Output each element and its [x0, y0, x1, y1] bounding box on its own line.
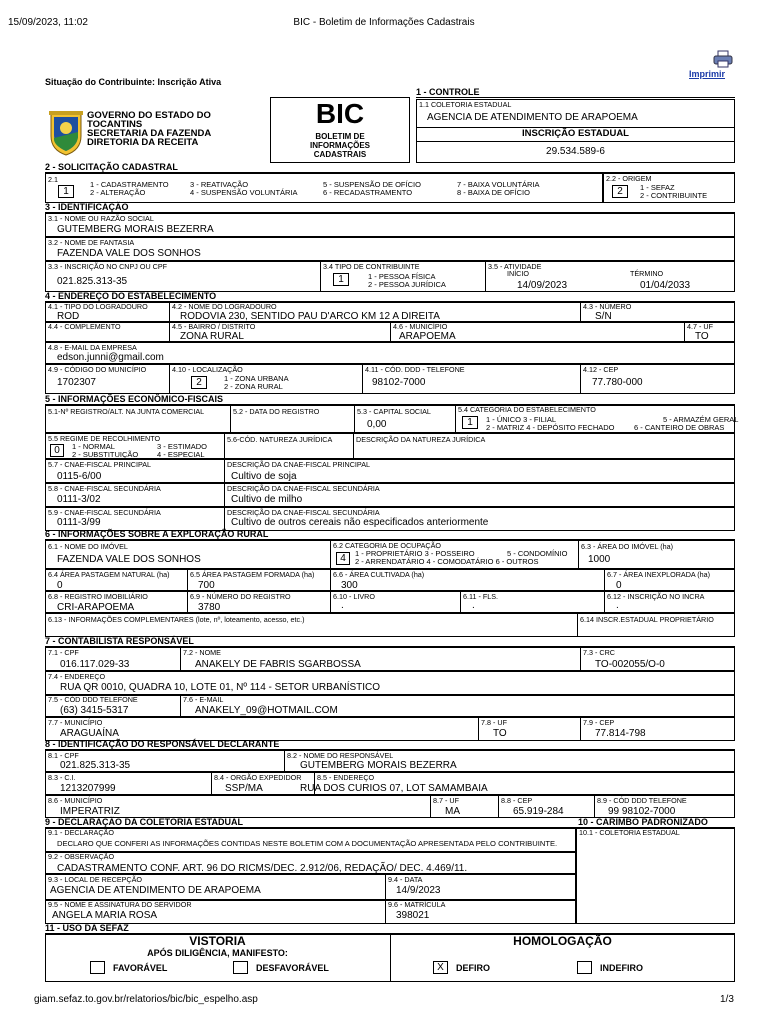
contabilista-telefone: (63) 3415-5317 — [60, 705, 129, 716]
field-7-9-label: 7.9 - CEP — [583, 718, 615, 727]
field-6-3-label: 6.3 - ÁREA DO IMÓVEL (ha) — [581, 542, 674, 551]
field-3-3-label: 3.3 - INSCRIÇÃO NO CNPJ OU CPF — [48, 262, 168, 271]
contabilista-crc: TO-002055/O-0 — [595, 659, 665, 670]
field-4-7-label: 4.7 - UF — [687, 322, 713, 331]
opt-2-7: 7 - BAIXA VOLUNTÁRIA — [457, 180, 540, 189]
field-4-4-label: 4.4 - COMPLEMENTO — [48, 322, 121, 331]
print-page: 1/3 — [720, 994, 734, 1005]
observacao: CADASTRAMENTO CONF. ART. 96 DO RICMS/DEC. 2.912/06, REDAÇÃO/ DEC. 4.469/11. — [57, 863, 468, 874]
printer-icon[interactable] — [713, 50, 733, 68]
field-7-3-label: 7.3 - CRC — [583, 648, 615, 657]
opt-2-2: 2 - ALTERAÇÃO — [90, 188, 146, 197]
contabilista-cpf: 016.117.029-33 — [60, 659, 130, 670]
opt-ocup-1: 1 - PROPRIETÁRIO 3 - POSSEIRO — [355, 549, 475, 558]
section-5-title: 5 - INFORMAÇÕES ECONÔMICO-FISCAIS — [45, 395, 735, 405]
opt-loc-2: 2 - ZONA RURAL — [224, 382, 283, 391]
homologacao-title: HOMOLOGAÇÃO — [513, 934, 612, 948]
capital-social: 0,00 — [367, 419, 387, 430]
field-5-7-label: 5.7 - CNAE-FISCAL PRINCIPAL — [48, 460, 152, 469]
field-4-11-label: 4.11 - CÓD. DDD - TELEFONE — [365, 365, 465, 374]
field-6-6-label: 6.6 - ÁREA CULTIVADA (ha) — [333, 570, 425, 579]
section-2-title: 2 - SOLICITAÇÃO CADASTRAL — [45, 163, 735, 173]
declarante-endereco: RUA DOS CURIOS 07, LOT SAMAMBAIA — [300, 783, 488, 794]
field-9-3-label: 9.3 - LOCAL DE RECEPÇÃO — [48, 875, 142, 884]
field-7-8-label: 7.8 - UF — [481, 718, 507, 727]
field-9-5-label: 9.5 - NOME E ASSINATURA DO SERVIDOR — [48, 900, 192, 909]
email-empresa: edson.junni@gmail.com — [57, 352, 164, 363]
opt-2-3: 3 - REATIVAÇÃO — [190, 180, 249, 189]
indefiro-checkbox[interactable] — [577, 961, 592, 974]
field-4-2-label: 4.2 - NOME DO LOGRADOURO — [172, 302, 277, 311]
section-9-title: 9 - DECLARAÇÃO DA COLETORIA ESTADUAL — [45, 817, 243, 827]
gov-line-4: DIRETORIA DA RECEITA — [87, 137, 199, 148]
controle-title: 1 - CONTROLE — [416, 87, 480, 97]
field-5-4-label: 5.4 CATEGORIA DO ESTABELECIMENTO — [458, 405, 596, 414]
cnae-secundaria-1-desc: Cultivo de milho — [231, 494, 303, 505]
opt-ocup-2: 2 - ARRENDATÁRIO 4 - COMODATÁRIO 6 - OUTROS — [355, 557, 539, 566]
tocantins-coat-of-arms-icon — [48, 110, 84, 156]
section-11-title: 11 - USO DA SEFAZ — [45, 924, 735, 934]
print-url: giam.sefaz.to.gov.br/relatorios/bic/bic_espelho.asp — [34, 994, 258, 1005]
print-datetime: 15/09/2023, 11:02 — [8, 17, 88, 28]
area-imovel: 1000 — [588, 554, 611, 565]
local-recepcao: AGENCIA DE ATENDIMENTO DE ARAPOEMA — [50, 885, 261, 896]
nome-logradouro: RODOVIA 230, SENTIDO PAU D'ARCO KM 12 A DIREITA — [180, 311, 440, 322]
field-6-4-label: 6.4 ÁREA PASTAGEM NATURAL (ha) — [48, 570, 170, 579]
servidor-nome: ANGELA MARIA ROSA — [52, 910, 158, 921]
field-7-6-label: 7.6 - E-MAIL — [183, 695, 224, 704]
opt-tipo-2: 2 - PESSOA JURÍDICA — [368, 280, 446, 289]
tipo-contribuinte-code: 1 — [333, 273, 349, 286]
opt-loc-1: 1 - ZONA URBANA — [224, 374, 289, 383]
cnae-secundaria-2-desc: Cultivo de outros cereais não especificados anteriormente — [231, 517, 489, 528]
field-4-3-label: 4.3 - NÚMERO — [583, 302, 632, 311]
field-3-4-label: 3.4 TIPO DE CONTRIBUINTE — [323, 262, 420, 271]
field-6-8-label: 6.8 - REGISTRO IMOBILIÁRIO — [48, 592, 148, 601]
apos-diligencia-text: APÓS DILIGÊNCIA, MANIFESTO: — [147, 948, 288, 958]
opt-cat-2: 2 - MATRIZ 4 - DEPÓSITO FECHADO — [486, 423, 615, 432]
field-7-5-label: 7.5 - CÓD DDD TELEFONE — [48, 695, 138, 704]
field-6-12-label: 6.12 - INSCRIÇÃO NO INCRA — [607, 592, 705, 601]
field-8-1-label: 8.1 - CPF — [48, 751, 79, 760]
declarante-telefone: 99 98102-7000 — [608, 806, 676, 817]
field-4-8-label: 4.8 - E-MAIL DA EMPRESA — [48, 343, 137, 352]
defiro-label: DEFIRO — [456, 963, 491, 973]
opt-2-4: 4 - SUSPENSÃO VOLUNTÁRIA — [190, 188, 298, 197]
opt-reg-3: 3 - ESTIMADO — [157, 442, 208, 451]
inscricao-incra: . — [616, 600, 619, 611]
declarante-cpf: 021.825.313-35 — [60, 760, 131, 771]
opt-reg-2: 2 - SUBSTITUIÇÃO — [72, 450, 139, 459]
field-6-13-label: 6.13 - INFORMAÇÕES COMPLEMENTARES (lote, nº, loteamento, acesso, etc.) — [48, 615, 305, 624]
field-8-6-label: 8.6 - MUNICÍPIO — [48, 796, 103, 805]
field-5-7-desc-label: DESCRIÇÃO DA CNAE-FISCAL PRINCIPAL — [227, 460, 370, 469]
cnae-secundaria-1: 0111-3/02 — [57, 494, 101, 505]
gov-line-3: SECRETARIA DA FAZENDA — [87, 128, 212, 139]
desfavoravel-checkbox[interactable] — [233, 961, 248, 974]
field-5-8-desc-label: DESCRIÇÃO DA CNAE-FISCAL SECUNDÁRIA — [227, 484, 380, 493]
field-3-2-label: 3.2 - NOME DE FANTASIA — [48, 238, 135, 247]
field-6-11-label: 6.11 - FLS. — [463, 592, 499, 601]
contabilista-endereco: RUA QR 0010, QUADRA 10, LOTE 01, Nº 114 - SETOR URBANÍSTICO — [60, 682, 381, 693]
indefiro-label: INDEFIRO — [600, 963, 644, 973]
coletoria-label: 1.1 COLETORIA ESTADUAL — [419, 100, 512, 109]
atividade-termino: 01/04/2033 — [640, 280, 691, 291]
field-4-10-label: 4.10 - LOCALIZAÇÃO — [172, 365, 243, 374]
livro: . — [341, 600, 344, 611]
coletoria-value: AGENCIA DE ATENDIMENTO DE ARAPOEMA — [427, 112, 638, 123]
opt-reg-4: 4 - ESPECIAL — [157, 450, 205, 459]
field-6-1-label: 6.1 - NOME DO IMÓVEL — [48, 542, 128, 551]
registro-imobiliario: CRI-ARAPOEMA — [57, 602, 135, 613]
opt-cat-1: 1 - ÚNICO 3 - FILIAL — [486, 415, 557, 424]
municipio: ARAPOEMA — [399, 331, 456, 342]
regime-code: 0 — [50, 444, 64, 457]
atividade-inicio: 14/09/2023 — [517, 280, 568, 291]
field-5-9-desc-label: DESCRIÇÃO DA CNAE-FISCAL SECUNDÁRIA — [227, 508, 380, 517]
field-5-5-label: 5.5 REGIME DE RECOLHIMENTO — [48, 434, 161, 443]
declarante-uf: MA — [445, 806, 460, 817]
opt-2-6: 6 - RECADASTRAMENTO — [323, 188, 413, 197]
defiro-checkbox[interactable]: X — [433, 961, 448, 974]
contabilista-email: ANAKELY_09@HOTMAIL.COM — [195, 705, 338, 716]
bairro: ZONA RURAL — [180, 331, 244, 342]
telefone: 98102-7000 — [372, 377, 426, 388]
field-8-8-label: 8.8 - CEP — [501, 796, 533, 805]
termino-label: TÉRMINO — [630, 269, 664, 278]
field-6-5-label: 6.5 ÁREA PASTAGEM FORMADA (ha) — [190, 570, 315, 579]
bic-sub-1: BOLETIM DE — [315, 132, 365, 141]
declarante-nome: GUTEMBERG MORAIS BEZERRA — [300, 760, 457, 771]
area-cultivada: 300 — [341, 580, 358, 591]
field-5-2-label: 5.2 - DATA DO REGISTRO — [233, 407, 320, 416]
categoria-estab-code: 1 — [462, 416, 478, 429]
field-5-6-label: 5.6-CÓD. NATUREZA JURÍDICA — [227, 435, 333, 444]
field-8-3-label: 8.3 - C.I. — [48, 773, 76, 782]
field-6-7-label: 6.7 - ÁREA INEXPLORADA (ha) — [607, 570, 711, 579]
origem-code: 2 — [612, 185, 628, 198]
localizacao-code: 2 — [191, 376, 207, 389]
declarante-orgao: SSP/MA — [225, 783, 263, 794]
tipo-logradouro: ROD — [57, 311, 80, 322]
cnpj-cpf: 021.825.313-35 — [57, 276, 128, 287]
desfavoravel-label: DESFAVORÁVEL — [256, 963, 329, 973]
favoravel-label: FAVORÁVEL — [113, 963, 168, 973]
matricula: 398021 — [396, 910, 430, 921]
field-4-1-label: 4.1 - TIPO DO LOGRADOURO — [48, 302, 148, 311]
field-2-2-label: 2.2 - ORIGEM — [606, 174, 652, 183]
field-7-7-label: 7.7 - MUNICÍPIO — [48, 718, 103, 727]
field-8-5-label: 8.5 - ENDEREÇO — [317, 773, 375, 782]
field-5-6-desc-label: DESCRIÇÃO DA NATUREZA JURÍDICA — [356, 435, 486, 444]
field-9-1-label: 9.1 - DECLARAÇÃO — [48, 828, 114, 837]
print-link[interactable]: Imprimir — [689, 69, 726, 79]
cnae-principal: 0115-6/00 — [57, 471, 102, 482]
area-inexplorada: 0 — [616, 580, 622, 591]
opt-2-1: 1 - CADASTRAMENTO — [90, 180, 169, 189]
field-3-1-label: 3.1 - NOME OU RAZÃO SOCIAL — [48, 214, 154, 223]
field-10-1-label: 10.1 - COLETORIA ESTADUAL — [579, 828, 680, 837]
opt-2-5: 5 - SUSPENSÃO DE OFÍCIO — [323, 180, 421, 189]
section-3-title: 3 - IDENTIFICAÇÃO — [45, 203, 735, 213]
opt-origem-2: 2 - CONTRIBUINTE — [640, 191, 708, 200]
field-7-2-label: 7.2 - NOME — [183, 648, 221, 657]
contabilista-nome: ANAKELY DE FABRIS SGARBOSSA — [195, 659, 361, 670]
bic-sub-3: CADASTRAIS — [313, 150, 367, 159]
declarante-cep: 65.919-284 — [513, 806, 564, 817]
field-5-9-label: 5.9 - CNAE-FISCAL SECUNDÁRIA — [48, 508, 161, 517]
field-6-14-label: 6.14 INSCR.ESTADUAL PROPRIETÁRIO — [580, 615, 714, 624]
gov-line-2: TOCANTINS — [87, 119, 143, 130]
section-10-title: 10 - CARIMBO PADRONIZADO — [578, 817, 708, 827]
field-2-1-label: 2.1 — [48, 175, 58, 184]
field-8-2-label: 8.2 - NOME DO RESPONSÁVEL — [287, 751, 394, 760]
numero: S/N — [595, 311, 612, 322]
solicitacao-code: 1 — [58, 185, 74, 198]
fls: . — [472, 600, 475, 611]
uf: TO — [695, 331, 709, 342]
codigo-municipio: 1702307 — [57, 377, 96, 388]
vistoria-title: VISTORIA — [189, 934, 246, 948]
declarante-ci: 1213207999 — [60, 783, 116, 794]
field-8-7-label: 8.7 - UF — [433, 796, 459, 805]
section-8-title: 8 - IDENTIFICAÇÃO DO RESPONSÁVEL DECLARANTE — [45, 740, 735, 750]
nome-imovel: FAZENDA VALE DOS SONHOS — [57, 554, 201, 565]
nome-fantasia: FAZENDA VALE DOS SONHOS — [57, 248, 201, 259]
inscricao-value: 29.534.589-6 — [546, 146, 605, 157]
field-6-9-label: 6.9 - NÚMERO DO REGISTRO — [190, 592, 291, 601]
opt-cat-4: 6 - CANTEIRO DE OBRAS — [634, 423, 725, 432]
nome-razao-social: GUTEMBERG MORAIS BEZERRA — [57, 224, 214, 235]
field-3-5-label: 3.5 - ATIVIDADE — [488, 262, 542, 271]
field-5-3-label: 5.3 - CAPITAL SOCIAL — [357, 407, 431, 416]
field-5-8-label: 5.8 - CNAE-FISCAL SECUNDÁRIA — [48, 484, 161, 493]
cnae-principal-desc: Cultivo de soja — [231, 471, 297, 482]
field-6-2-label: 6.2 CATEGORIA DE OCUPAÇÃO — [333, 541, 441, 550]
bic-sub-2: INFORMAÇÕES — [310, 141, 370, 150]
field-9-2-label: 9.2 - OBSERVAÇÃO — [48, 852, 115, 861]
field-5-1-label: 5.1-Nº REGISTRO/ALT. NA JUNTA COMERCIAL — [48, 407, 205, 416]
area-pastagem-formada: 700 — [198, 580, 215, 591]
contabilista-cep: 77.814-798 — [595, 728, 646, 739]
opt-ocup-3: 5 - CONDOMÍNIO — [507, 549, 568, 558]
declaracao-texto: DECLARO QUE CONFERI AS INFORMAÇÕES CONTIDAS NESTE BOLETIM COM A DOCUMENTAÇÃO APRESENTADA PELO CONTRIBUINTE. — [57, 839, 558, 848]
data-recepcao: 14/9/2023 — [396, 885, 441, 896]
opt-cat-3: 5 - ARMAZÉM GERAL — [663, 415, 739, 424]
area-pastagem-natural: 0 — [57, 580, 63, 591]
favoravel-checkbox[interactable] — [90, 961, 105, 974]
field-4-12-label: 4.12 - CEP — [583, 365, 619, 374]
field-4-6-label: 4.6 - MUNICÍPIO — [393, 322, 448, 331]
field-8-9-label: 8.9 - CÓD DDD TELEFONE — [597, 796, 687, 805]
contabilista-municipio: ARAGUAÍNA — [60, 728, 119, 739]
gov-line-1: GOVERNO DO ESTADO DO — [87, 110, 211, 121]
field-8-4-label: 8.4 - ORGÃO EXPEDIDOR — [214, 773, 302, 782]
print-title: BIC - Boletim de Informações Cadastrais — [293, 17, 475, 28]
cep: 77.780-000 — [592, 377, 643, 388]
bic-title: BIC — [315, 98, 365, 129]
field-7-4-label: 7.4 - ENDEREÇO — [48, 672, 106, 681]
opt-reg-1: 1 - NORMAL — [72, 442, 115, 451]
opt-tipo-1: 1 - PESSOA FÍSICA — [368, 272, 436, 281]
opt-origem-1: 1 - SEFAZ — [640, 183, 675, 192]
inicio-label: INÍCIO — [507, 269, 529, 278]
field-6-10-label: 6.10 - LIVRO — [333, 592, 375, 601]
numero-registro: 3780 — [198, 602, 221, 613]
declarante-municipio: IMPERATRIZ — [60, 806, 120, 817]
field-4-5-label: 4.5 - BAIRRO / DISTRITO — [172, 322, 256, 331]
categoria-ocupacao-code: 4 — [336, 552, 350, 565]
opt-2-8: 8 - BAIXA DE OFÍCIO — [457, 188, 530, 197]
field-7-1-label: 7.1 - CPF — [48, 648, 79, 657]
field-9-4-label: 9.4 - DATA — [388, 875, 423, 884]
field-9-6-label: 9.6 - MATRÍCULA — [388, 900, 446, 909]
inscricao-label: INSCRIÇÃO ESTADUAL — [522, 128, 629, 139]
section-6-title: 6 - INFORMAÇÕES SOBRE A EXPLORAÇÃO RURAL — [45, 530, 735, 540]
cnae-secundaria-2: 0111-3/99 — [57, 517, 101, 528]
section-4-title: 4 - ENDEREÇO DO ESTABELECIMENTO — [45, 292, 735, 302]
section-7-title: 7 - CONTABILISTA RESPONSÁVEL — [45, 637, 735, 647]
contabilista-uf: TO — [493, 728, 507, 739]
carimbo-box — [576, 828, 735, 924]
situacao-text: Situação do Contribuinte: Inscrição Ativa — [45, 77, 222, 87]
field-4-9-label: 4.9 - CÓDIGO DO MUNICÍPIO — [48, 365, 147, 374]
